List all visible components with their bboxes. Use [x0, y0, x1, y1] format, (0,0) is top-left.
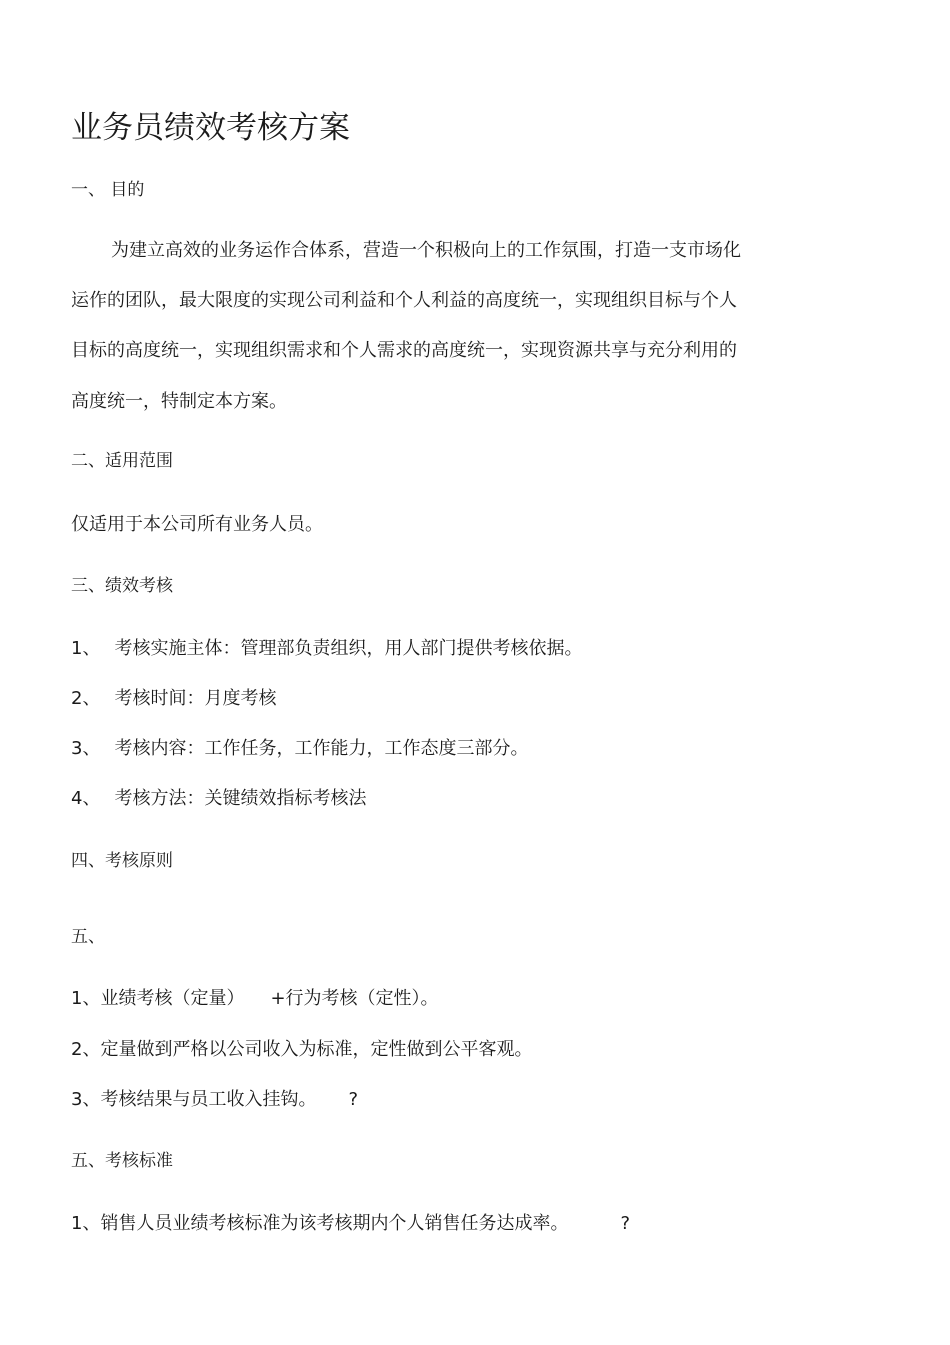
- question-mark: ?: [348, 1089, 359, 1110]
- list-item-text: 2、定量做到严格以公司收入为标准，定性做到公平客观。: [71, 1039, 533, 1060]
- list-item: [71, 1041, 532, 1059]
- list-item-text: 1、销售人员业绩考核标准为该考核期内个人销售任务达成率。: [71, 1213, 569, 1234]
- list-item-number: 1、: [71, 638, 101, 659]
- list-item: [71, 640, 582, 658]
- list-item-text: 3、考核结果与员工收入挂钩。: [71, 1089, 317, 1110]
- list-item: [71, 1215, 630, 1233]
- list-item-number: 3、: [71, 738, 101, 759]
- list-item: [71, 690, 276, 708]
- list-item-number: 2、: [71, 688, 101, 709]
- list-item-text-cont: +行为考核（定性）。: [270, 988, 439, 1009]
- list-item-number: 4、: [71, 788, 101, 809]
- paragraph-line: 运作的团队，最大限度的实现公司利益和个人利益的高度统一，实现组织目标与个人: [71, 290, 737, 311]
- section-heading-standards: 五、考核标准: [71, 1151, 173, 1171]
- paragraph-line: 目标的高度统一，实现组织需求和个人需求的高度统一，实现资源共享与充分利用的: [71, 340, 737, 361]
- scope-text: 仅适用于本公司所有业务人员。: [71, 514, 323, 535]
- question-mark: ?: [620, 1213, 631, 1234]
- paragraph-line: 高度统一，特制定本方案。: [71, 391, 287, 412]
- section-heading-principles: 四、考核原则: [71, 851, 173, 871]
- list-item-text: 考核方法：关键绩效指标考核法: [114, 788, 367, 809]
- list-item-text: 考核时间：月度考核: [114, 688, 277, 709]
- list-item: [71, 790, 366, 808]
- list-item-text: 1、业绩考核（定量）: [71, 988, 245, 1009]
- list-item-text: 考核内容：工作任务，工作能力，工作态度三部分。: [114, 738, 529, 759]
- list-item: [71, 990, 439, 1008]
- section-heading-scope: 二、适用范围: [71, 451, 173, 471]
- list-item-text: 考核实施主体：管理部负责组织，用人部门提供考核依据。: [114, 638, 583, 659]
- list-item: [71, 1091, 358, 1109]
- section-heading-five: 五、: [71, 927, 105, 947]
- document-title: 业务员绩效考核方案: [71, 110, 350, 146]
- list-item: [71, 740, 528, 758]
- paragraph-line: 为建立高效的业务运作合体系，营造一个积极向上的工作氛围，打造一支市场化: [111, 240, 741, 261]
- section-heading-assessment: 三、绩效考核: [71, 576, 173, 596]
- section-heading-purpose: 一、 目的: [71, 180, 145, 200]
